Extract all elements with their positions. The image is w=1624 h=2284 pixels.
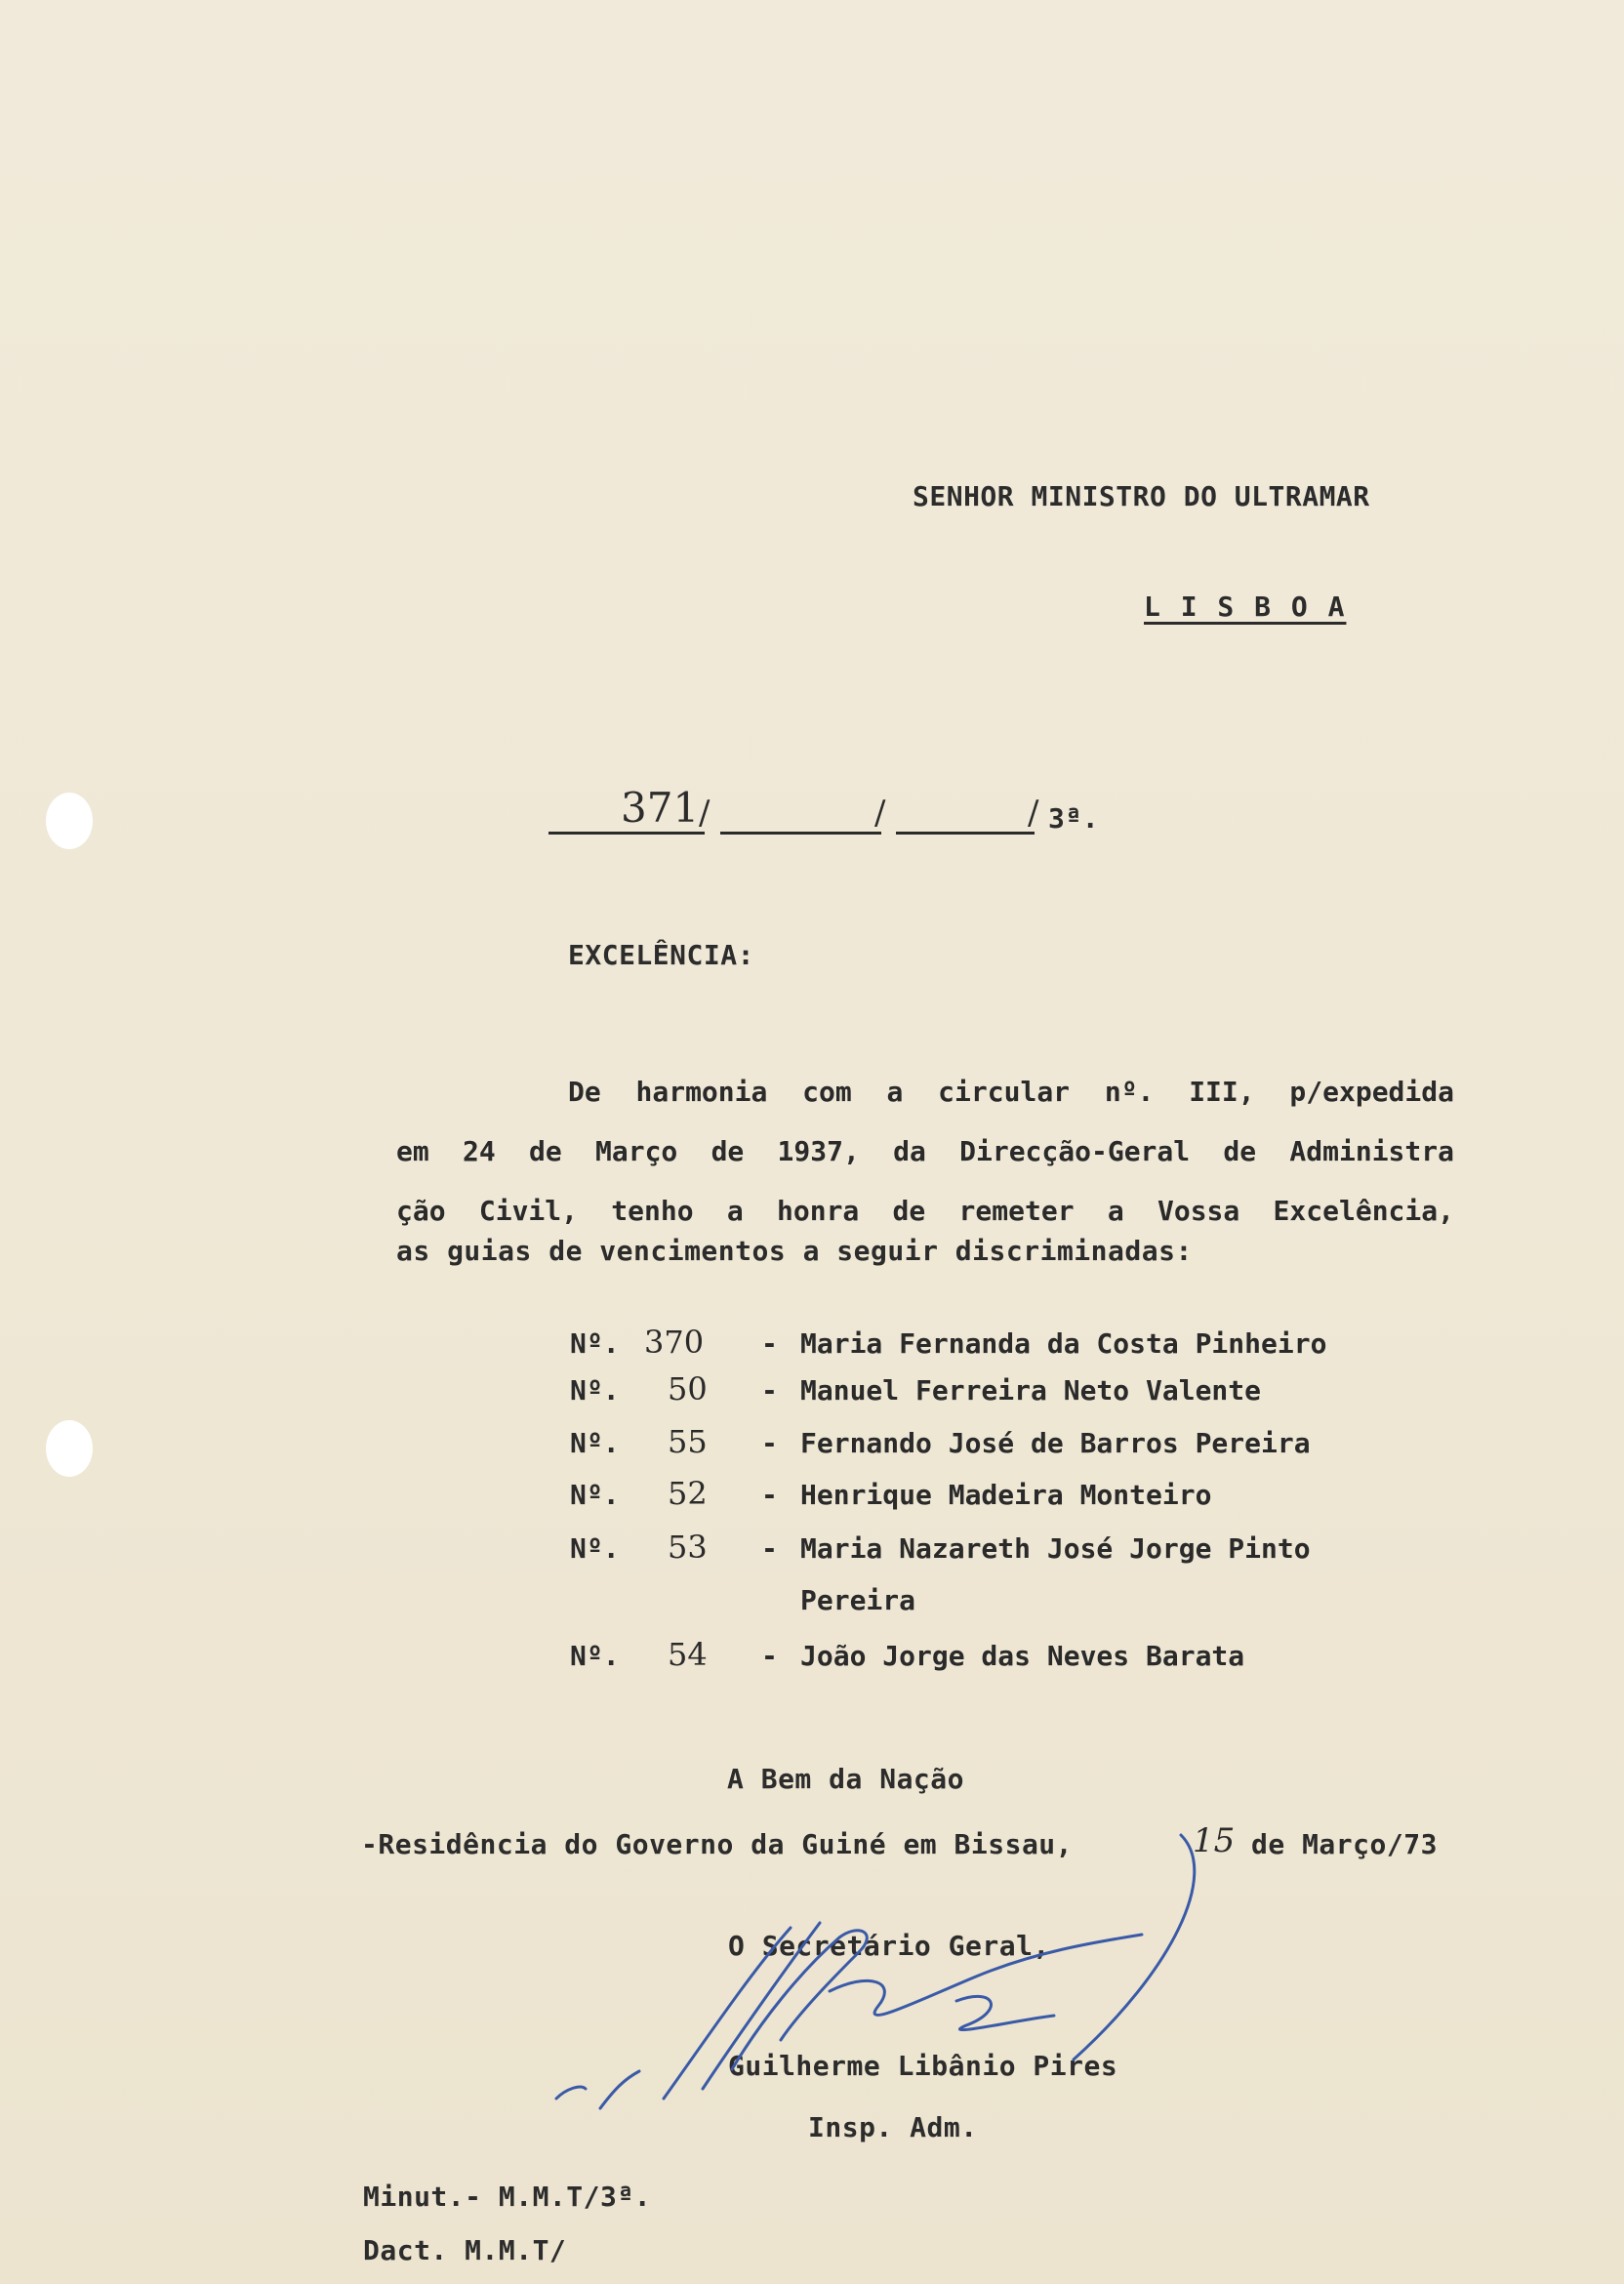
date-day-handwritten: 15 xyxy=(1193,1821,1236,1860)
handwritten-signature xyxy=(547,1815,1288,2138)
footer-minut: Minut.- M.M.T/3ª. xyxy=(363,2181,652,2213)
signatory-name: Guilherme Libânio Pires xyxy=(728,2050,1118,2082)
list-item-number: 52 xyxy=(668,1475,708,1512)
list-item-dash: - xyxy=(761,1374,778,1407)
reference-blank-2 xyxy=(720,832,881,835)
addressee-line: SENHOR MINISTRO DO ULTRAMAR xyxy=(913,480,1370,512)
punch-hole-bottom xyxy=(46,1420,93,1477)
closing-text: A Bem da Nação xyxy=(727,1763,965,1795)
reference-slash-3: / xyxy=(1028,794,1039,833)
list-item-number: 50 xyxy=(668,1370,708,1407)
addressee-city: L I S B O A xyxy=(1144,591,1347,623)
signatory-title: O Secretário Geral, xyxy=(728,1930,1050,1962)
list-item-prefix: Nº. xyxy=(570,1374,620,1407)
list-item-dash: - xyxy=(761,1327,778,1360)
body-line-1: De harmonia com a circular nº. III, p/expedida xyxy=(568,1076,1454,1108)
signatory-position: Insp. Adm. xyxy=(808,2111,978,2143)
list-item-number: 54 xyxy=(668,1636,708,1673)
list-item-name: Maria Nazareth José Jorge Pinto xyxy=(800,1532,1311,1565)
list-item-dash: - xyxy=(761,1640,778,1672)
list-item-prefix: Nº. xyxy=(570,1427,620,1459)
list-item-name: João Jorge das Neves Barata xyxy=(800,1640,1245,1672)
list-item-number: 53 xyxy=(668,1529,708,1566)
place-text: -Residência do Governo da Guiné em Bissau, xyxy=(361,1828,1074,1860)
body-line-3: ção Civil, tenho a honra de remeter a Vossa Excelência, xyxy=(396,1195,1454,1227)
reference-suffix: 3ª. xyxy=(1048,802,1100,835)
list-item-prefix: Nº. xyxy=(570,1532,620,1565)
list-item-number: 370 xyxy=(644,1324,705,1361)
reference-slash-2: / xyxy=(874,794,886,833)
footer-dact: Dact. M.M.T/ xyxy=(363,2234,567,2266)
reference-slash-1: / xyxy=(699,794,710,833)
list-item-name: Fernando José de Barros Pereira xyxy=(800,1427,1311,1459)
body-line-4: as guias de vencimentos a seguir discriminadas: xyxy=(396,1235,1193,1267)
body-line-2: em 24 de Março de 1937, da Direcção-Geral de Administra xyxy=(396,1135,1454,1167)
list-item-dash: - xyxy=(761,1532,778,1565)
list-item-prefix: Nº. xyxy=(570,1479,620,1511)
reference-blank-3 xyxy=(896,832,1035,835)
reference-blank-1 xyxy=(548,832,705,835)
salutation: EXCELÊNCIA: xyxy=(568,939,754,971)
reference-number: 371 xyxy=(621,784,700,832)
list-item-prefix: Nº. xyxy=(570,1327,620,1360)
list-item-number: 55 xyxy=(668,1423,708,1460)
punch-hole-top xyxy=(46,793,93,849)
list-item-name: Maria Fernanda da Costa Pinheiro xyxy=(800,1327,1327,1360)
list-item-name: Henrique Madeira Monteiro xyxy=(800,1479,1212,1511)
list-item-dash: - xyxy=(761,1427,778,1459)
list-item-continuation: Pereira xyxy=(800,1584,916,1616)
list-item-prefix: Nº. xyxy=(570,1640,620,1672)
list-item-dash: - xyxy=(761,1479,778,1511)
date-rest: de Março/73 xyxy=(1251,1828,1438,1860)
list-item-name: Manuel Ferreira Neto Valente xyxy=(800,1374,1262,1407)
